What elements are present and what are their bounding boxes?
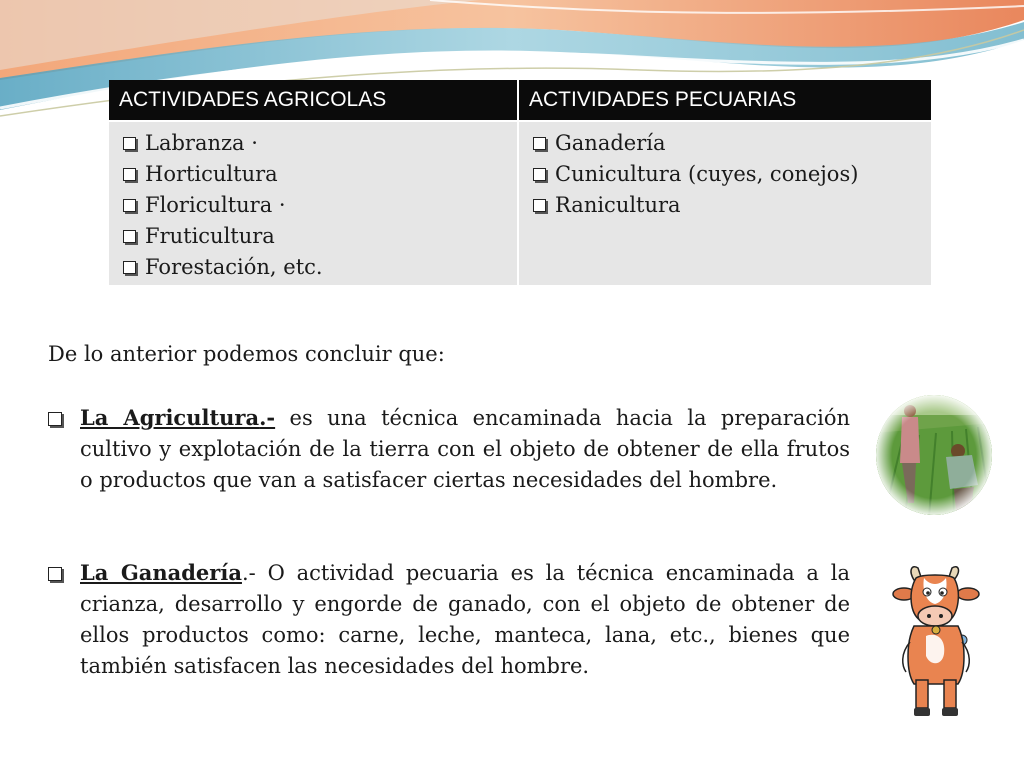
checkbox-bullet-icon [123, 261, 136, 274]
term-agricultura: La Agricultura [80, 405, 260, 430]
list-item: Horticultura [119, 159, 507, 190]
list-item: Labranza · [119, 128, 507, 159]
list-item: Ganadería [529, 128, 921, 159]
definition-text: es una técnica encaminada hacia la preparación cultivo y explotación de la tierra con el objeto de obtener de ella frutos o productos que van a satisfacer ciertas necesidades del hombre. [80, 406, 850, 492]
checkbox-bullet-icon [533, 199, 546, 212]
checkbox-bullet-icon [48, 412, 62, 426]
cell-pecuarias [519, 120, 931, 285]
list-item: Floricultura · [119, 190, 507, 221]
definition-ganaderia: La Ganadería.- O actividad pecuaria es la técnica encaminada a la crianza, desarrollo y engorde de ganado, con el objeto de obtener de ellos productos como: carne, leche, manteca, lana, etc., bienes que también satisfacen las necesidades del hombre. [48, 557, 850, 682]
checkbox-bullet-icon [123, 199, 136, 212]
intro-text: De lo anterior podemos concluir que: [48, 342, 445, 366]
cartoon-cow-illustration [892, 562, 982, 724]
list-item: Fruticultura [119, 221, 507, 252]
checkbox-bullet-icon [533, 168, 546, 181]
checkbox-bullet-icon [533, 137, 546, 150]
definition-agricultura: La Agricultura.- es una técnica encaminada hacia la preparación cultivo y explotación de la tierra con el objeto de obtener de ella frutos o productos que van a satisfacer ciertas necesidades del hombre. [48, 402, 850, 496]
term-ganaderia: La Ganadería [80, 560, 242, 585]
checkbox-bullet-icon [123, 137, 136, 150]
checkbox-bullet-icon [123, 230, 136, 243]
list-item: Forestación, etc. [119, 252, 507, 283]
list-item: Cunicultura (cuyes, conejos) [529, 159, 921, 190]
farmers-field-photo [874, 393, 994, 521]
cell-agricolas [109, 120, 519, 285]
checkbox-bullet-icon [48, 567, 62, 581]
activities-table [109, 80, 931, 285]
list-item: Ranicultura [529, 190, 921, 221]
definition-text: O actividad pecuaria es la técnica encaminada a la crianza, desarrollo y engorde de ganado, con el objeto de obtener de ellos productos como: carne, leche, manteca, lana, etc., bienes que también satisfacen las necesidades del hombre. [80, 561, 850, 678]
header-pecuarias: ACTIVIDADES PECUARIAS [519, 80, 931, 120]
header-agricolas: ACTIVIDADES AGRICOLAS [109, 80, 519, 120]
checkbox-bullet-icon [123, 168, 136, 181]
